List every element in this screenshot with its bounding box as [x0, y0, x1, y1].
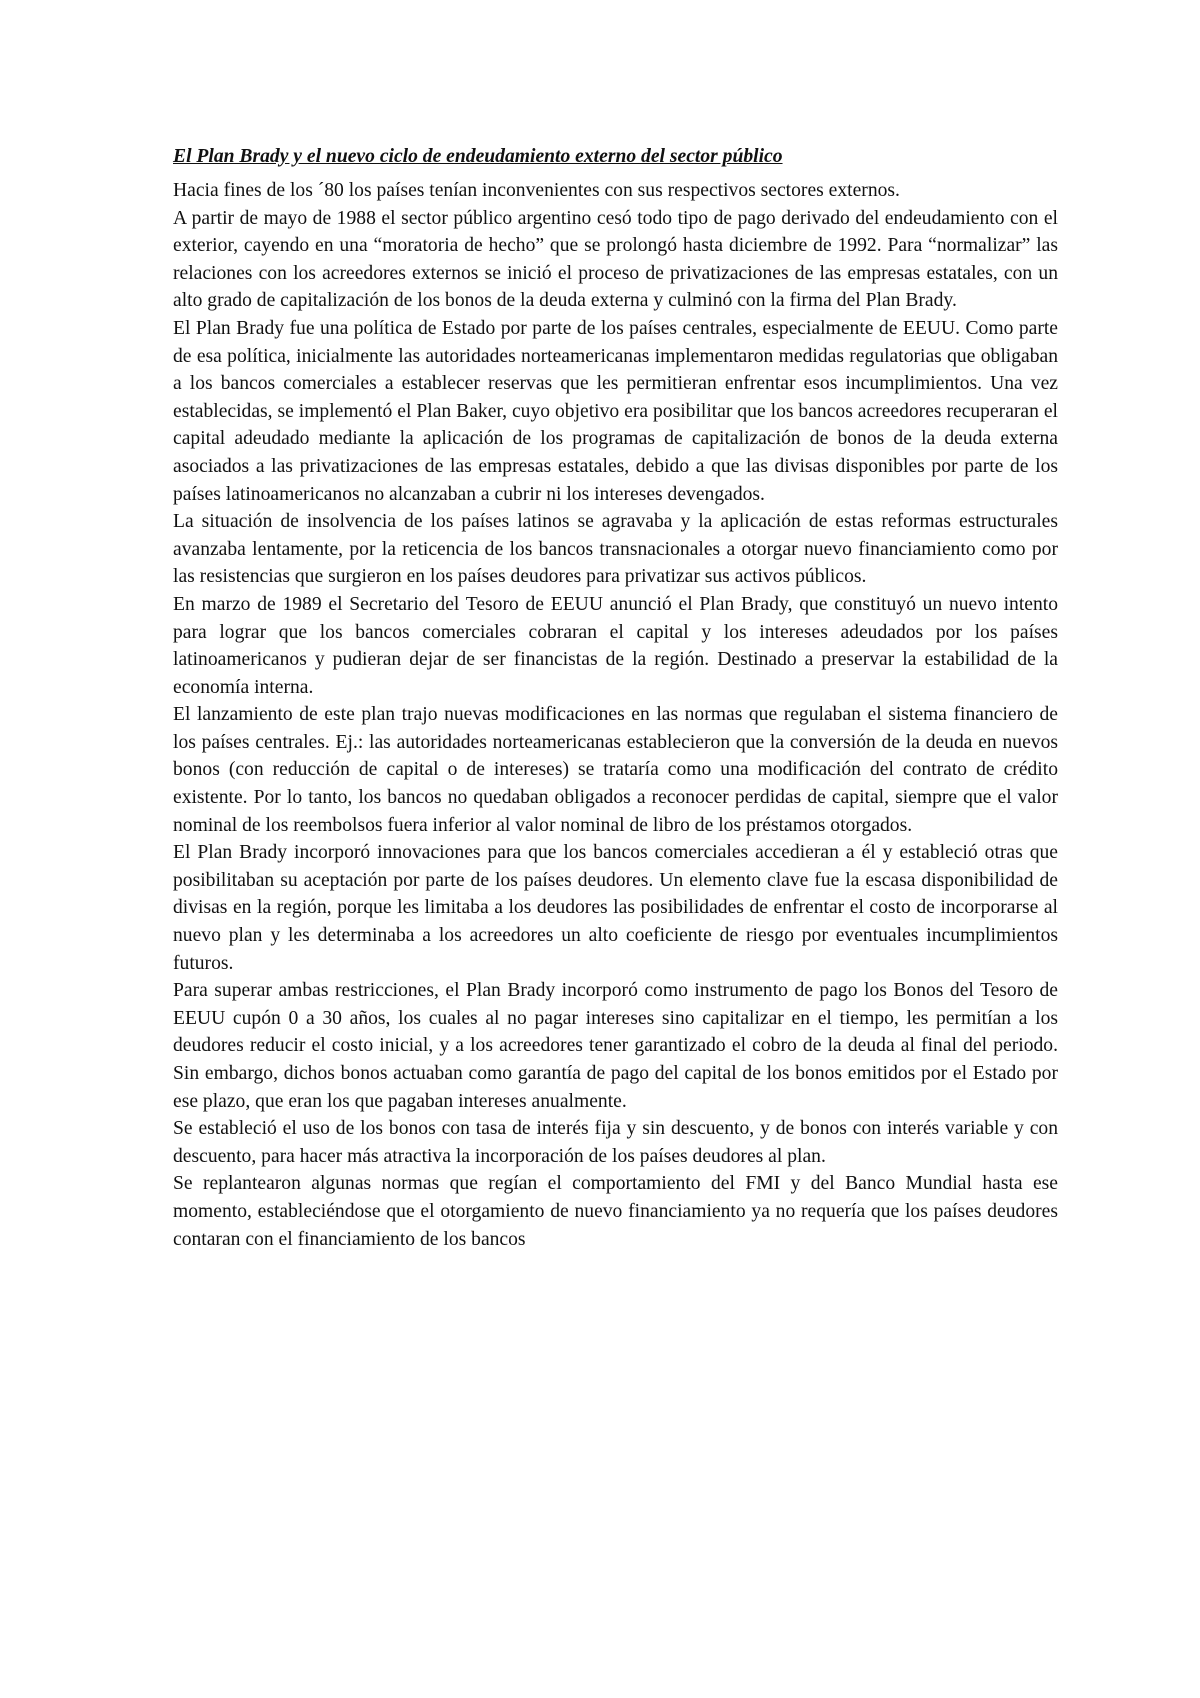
paragraph: El Plan Brady fue una política de Estado por parte de los países centrales, especialmente de EEUU. Como parte de esa política, inicialmente las autoridades norteamericanas implementaron medidas regulatorias que obligaban a los bancos comerciales a establecer reservas que les permitieran enfrentar esos incumplimientos. Una vez establecidas, se implementó el Plan Baker, cuyo objetivo era posibilitar que los bancos acreedores recuperaran el capital adeudado mediante la aplicación de los programas de capitalización de bonos de la deuda externa asociados a las privatizaciones de las empresas estatales, debido a que las divisas disponibles por parte de los países latinoamericanos no alcanzaban a cubrir ni los intereses devengados. [173, 317, 1058, 505]
paragraph: Se estableció el uso de los bonos con tasa de interés fija y sin descuento, y de bonos con interés variable y con descuento, para hacer más atractiva la incorporación de los países deudores al plan. [173, 1118, 1058, 1167]
paragraph: El lanzamiento de este plan trajo nuevas modificaciones en las normas que regulaban el sistema financiero de los países centrales. Ej.: las autoridades norteamericanas establecieron que la conversión de la deuda en nuevos bonos (con reducción de capital o de intereses) se trataría como una modificación del contrato de crédito existente. Por lo tanto, los bancos no quedaban obligados a reconocer perdidas de capital, siempre que el valor nominal de los reembolsos fuera inferior al valor nominal de libro de los préstamos otorgados. [173, 704, 1058, 836]
paragraph: Se replantearon algunas normas que regían el comportamiento del FMI y del Banco Mundial hasta ese momento, estableciéndose que el otorgamiento de nuevo financiamiento ya no requería que los países deudores contaran con el financiamiento de los bancos [173, 1173, 1058, 1250]
paragraph: Para superar ambas restricciones, el Plan Brady incorporó como instrumento de pago los Bonos del Tesoro de EEUU cupón 0 a 30 años, los cuales al no pagar intereses sino capitalizar en el tiempo, les permitían a los deudores reducir el costo inicial, y a los acreedores tener garantizado el cobro de la deuda al final del periodo. Sin embargo, dichos bonos actuaban como garantía de pago del capital de los bonos emitidos por el Estado por ese plazo, que eran los que pagaban intereses anualmente. [173, 980, 1058, 1112]
paragraph: A partir de mayo de 1988 el sector público argentino cesó todo tipo de pago derivado del endeudamiento con el exterior, cayendo en una “moratoria de hecho” que se prolongó hasta diciembre de 1992. Para “normalizar” las relaciones con los acreedores externos se inició el proceso de privatizaciones de las empresas estatales, con un alto grado de capitalización de los bonos de la deuda externa y culminó con la firma del Plan Brady. [173, 207, 1058, 312]
paragraph: En marzo de 1989 el Secretario del Tesoro de EEUU anunció el Plan Brady, que constituyó un nuevo intento para lograr que los bancos comerciales cobraran el capital y los intereses adeudados por los países latinoamericanos y pudieran dejar de ser financistas de la región. Destinado a preservar la estabilidad de la economía interna. [173, 593, 1058, 698]
paragraph: El Plan Brady incorporó innovaciones para que los bancos comerciales accedieran a él y estableció otras que posibilitaban su aceptación por parte de los países deudores. Un elemento clave fue la escasa disponibilidad de divisas en la región, porque les limitaba a los deudores las posibilidades de enfrentar el costo de incorporarse al nuevo plan y les determinaba a los acreedores un alto coeficiente de riesgo por eventuales incumplimientos futuros. [173, 842, 1058, 974]
paragraph: La situación de insolvencia de los países latinos se agravaba y la aplicación de estas reformas estructurales avanzaba lentamente, por la reticencia de los bancos transnacionales a otorgar nuevo financiamiento como por las resistencias que surgieron en los países deudores para privatizar sus activos públicos. [173, 511, 1058, 588]
document-title: El Plan Brady y el nuevo ciclo de endeudamiento externo del sector público [173, 146, 783, 167]
paragraph: Hacia fines de los ´80 los países tenían inconvenientes con sus respectivos sectores externos. [173, 180, 900, 201]
document-body [173, 145, 1058, 1253]
